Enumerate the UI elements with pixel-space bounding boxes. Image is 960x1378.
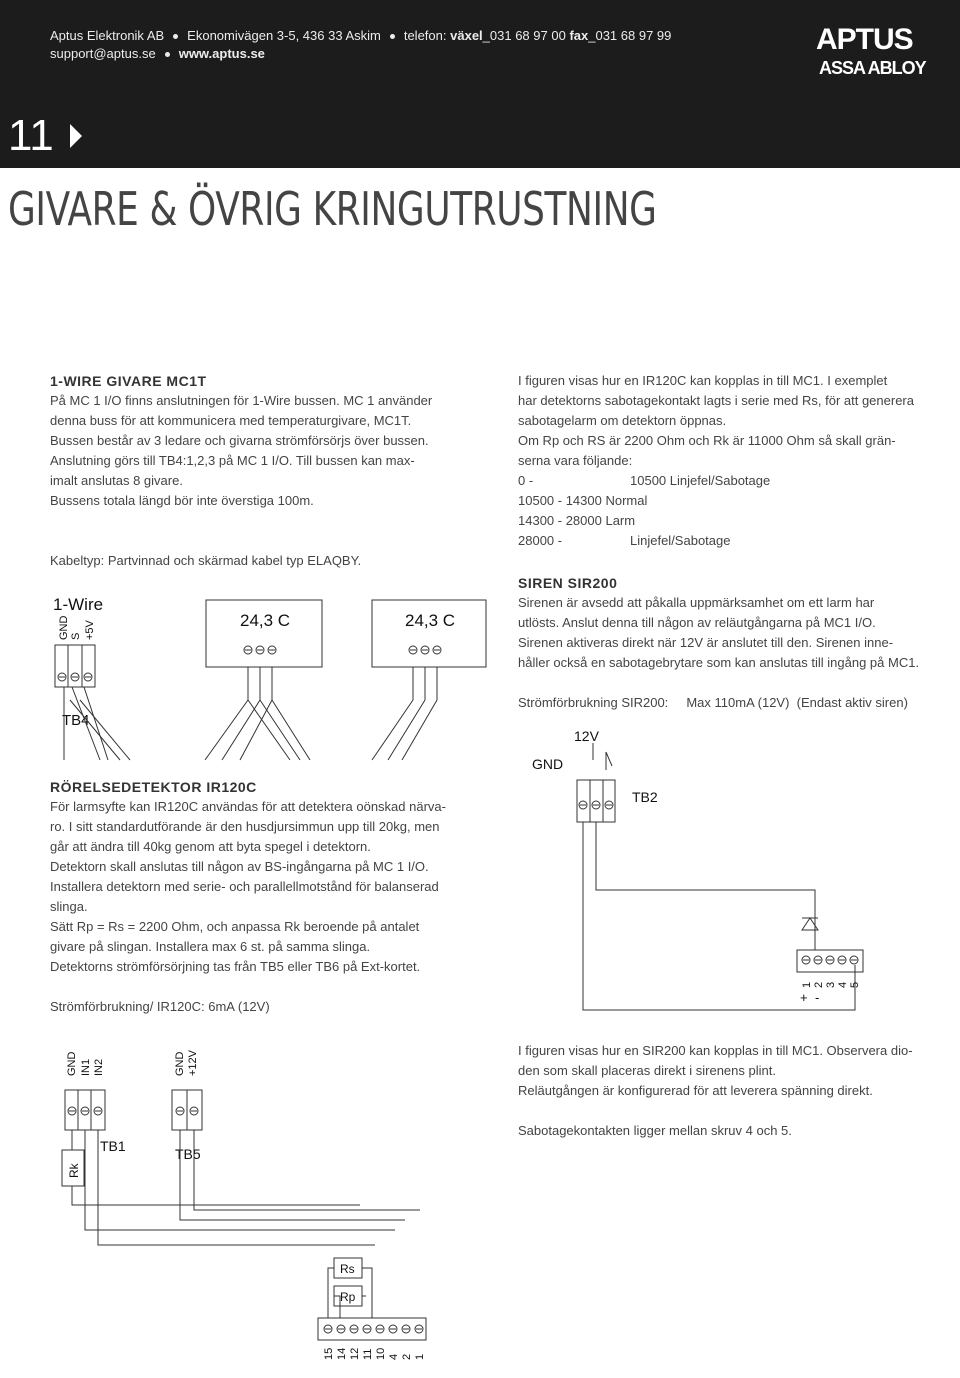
text-line: I figuren visas hur en IR120C kan kopplas in till MC1. I exemplet <box>518 373 888 388</box>
pin-label: 14 <box>336 1347 348 1360</box>
support-email[interactable]: support@aptus.se <box>50 46 156 61</box>
pin-label: 5 <box>849 981 861 988</box>
text-line: går att ändra till 40kg genom att byta spegel i detektorn. <box>50 839 371 854</box>
fax-number: _031 68 97 99 <box>588 28 672 43</box>
page-title: GIVARE & ÖVRIG KRINGUTRUSTNING <box>8 182 657 236</box>
pin-label: GND <box>58 615 70 640</box>
voltage-label: 12V <box>574 728 599 744</box>
text-line: Sirenen aktiveras direkt när 12V är anslutet till den. Sirenen inne- <box>518 635 894 650</box>
sensor-reading: 24,3 C <box>405 611 456 630</box>
text-line: Om Rp och RS är 2200 Ohm och Rk är 11000 Ohm så skall grän- <box>518 433 896 448</box>
range-row: 10500 - 14300 Normal <box>518 493 648 508</box>
text-line: Sätt Rp = Rs = 2200 Ohm, och anpassa Rk beroende på antalet <box>50 919 420 934</box>
pin-label: 11 <box>362 1348 374 1360</box>
pin-label: 2 <box>813 981 825 988</box>
logo-assa-abloy: ASSA ABLOY <box>819 58 926 78</box>
pin-label: GND <box>174 1051 186 1076</box>
text-line: serna vara följande: <box>518 453 633 468</box>
pin-label: IN1 <box>80 1058 92 1076</box>
text-line: ro. I sitt standardutförande är den husdjursimmun upp till 20kg, men <box>50 819 440 834</box>
text-line: har detektorns sabotagekontakt lagts i serie med Rs, för att generera <box>518 393 914 408</box>
text-line: imalt anslutas 8 givare. <box>50 473 183 488</box>
ir120c-power: Strömförbrukning/ IR120C: 6mA (12V) <box>50 999 270 1014</box>
pin-label: IN2 <box>93 1058 105 1076</box>
phone-prefix: telefon: <box>403 28 447 43</box>
resistor-label: Rp <box>340 1290 356 1304</box>
text-line: För larmsyfte kan IR120C användas för att detektera oönskad närva- <box>50 799 446 814</box>
text-line: denna buss för att kommunicera med temperaturgivare, MC1T. <box>50 413 412 428</box>
gnd-label: GND <box>532 756 564 772</box>
text-line: håller också en sabotagebrytare som kan anslutas till ingång på MC1. <box>518 655 920 670</box>
range-row: 0 - 10500 Linjefel/Sabotage <box>518 473 771 488</box>
text-line: Detektorn skall anslutas till någon av BS-ingångarna på MC 1 I/O. <box>50 859 429 874</box>
text-line: slinga. <box>50 899 88 914</box>
pin-label: 1 <box>801 981 813 988</box>
text-line: Installera detektorn med serie- och parallellmotstånd för balanserad <box>50 879 439 894</box>
phone-number: _031 68 97 00 <box>482 28 566 43</box>
pin-label: +12V <box>187 1050 199 1076</box>
pin-label: 4 <box>388 1353 400 1360</box>
terminal-label: TB5 <box>175 1146 201 1162</box>
resistor-label: Rk <box>67 1163 81 1178</box>
plus-label: + <box>800 990 808 1005</box>
section-heading: SIREN SIR200 <box>518 575 618 591</box>
company-address: Ekonomivägen 3-5, 436 33 Askim <box>187 28 381 43</box>
fax-label: fax <box>569 28 589 43</box>
pin-label: 1 <box>414 1353 426 1360</box>
text-line: Detektorns strömförsörjning tas från TB5 eller TB6 på Ext-kortet. <box>50 959 421 974</box>
range-row: 14300 - 28000 Larm <box>518 513 636 528</box>
pin-label: 3 <box>825 981 837 988</box>
bus-label: 1-Wire <box>53 595 104 614</box>
text-line: Bussen består av 3 ledare och givarna strömförsörjs över bussen. <box>50 433 429 448</box>
pin-label: 2 <box>401 1353 413 1360</box>
section-heading: RÖRELSEDETEKTOR IR120C <box>50 779 257 795</box>
cable-type: Kabeltyp: Partvinnad och skärmad kabel typ ELAQBY. <box>50 553 362 568</box>
terminal-label: TB4 <box>62 712 90 729</box>
text-line: Bussens totala längd bör inte överstiga 100m. <box>50 493 314 508</box>
pin-label: 12 <box>349 1347 361 1360</box>
section-heading: 1-WIRE GIVARE MC1T <box>50 373 207 389</box>
text-line: På MC 1 I/O finns anslutningen för 1-Wire bussen. MC 1 använder <box>50 393 433 408</box>
chapter-number: 11 <box>8 111 54 160</box>
pin-label: S <box>70 632 82 640</box>
logo-aptus: APTUS <box>816 23 913 56</box>
diagram-ir120c <box>62 1049 426 1360</box>
text-line: Reläutgången är konfigurerad för att leverera spänning direkt. <box>518 1083 873 1098</box>
diagram-siren <box>532 728 863 1010</box>
terminal-label: TB2 <box>632 789 658 805</box>
pin-label: 15 <box>323 1347 335 1360</box>
website-link[interactable]: www.aptus.se <box>178 46 265 61</box>
text-line: givare på slingan. Installera max 6 st. på samma slinga. <box>50 939 371 954</box>
text-line: Sirenen är avsedd att påkalla uppmärksamhet om ett larm har <box>518 595 875 610</box>
text-line: utlösts. Anslut denna till någon av reläutgångarna på MC1 I/O. <box>518 615 876 630</box>
company-name: Aptus Elektronik AB <box>50 28 165 43</box>
pin-label: GND <box>66 1051 78 1076</box>
range-row: 28000 - Linjefel/Sabotage <box>518 533 731 548</box>
minus-label: - <box>815 990 820 1005</box>
text-line: sabotagelarm om detektorn öppnas. <box>518 413 727 428</box>
diode-icon <box>802 918 818 930</box>
pin-label: +5V <box>84 620 96 640</box>
siren-power: Strömförbrukning SIR200: Max 110mA (12V) (Endast aktiv siren) <box>518 695 908 710</box>
resistor-label: Rs <box>340 1262 355 1276</box>
tamper-note: Sabotagekontakten ligger mellan skruv 4 och 5. <box>518 1123 792 1138</box>
terminal-label: TB1 <box>100 1138 126 1154</box>
diagram-1wire <box>53 595 486 760</box>
text-line: den som skall placeras direkt i sirenens plint. <box>518 1063 776 1078</box>
sensor-reading: 24,3 C <box>240 611 291 630</box>
text-line: Anslutning görs till TB4:1,2,3 på MC 1 I/O. Till bussen kan max- <box>50 453 415 468</box>
phone-label: växel <box>450 28 483 43</box>
pin-label: 4 <box>837 981 849 988</box>
pin-label: 10 <box>375 1347 387 1360</box>
text-line: I figuren visas hur en SIR200 kan kopplas in till MC1. Observera dio- <box>518 1043 913 1058</box>
